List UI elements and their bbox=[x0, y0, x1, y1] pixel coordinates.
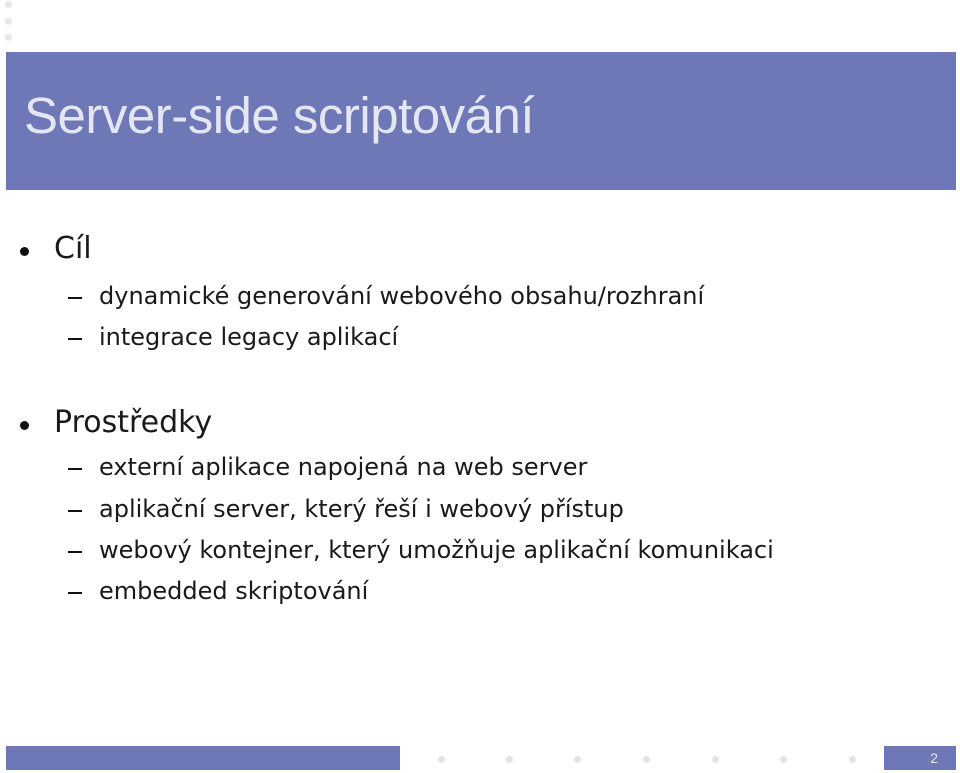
footer-dot bbox=[438, 756, 445, 763]
dash-icon bbox=[68, 551, 82, 553]
corner-dot-1 bbox=[5, 1, 12, 8]
dash-icon bbox=[68, 338, 82, 340]
footer-dot bbox=[849, 756, 856, 763]
bullet-label: Cíl bbox=[54, 231, 92, 266]
bullet-label: Prostředky bbox=[54, 405, 213, 440]
footer-band bbox=[6, 746, 400, 770]
dash-icon bbox=[68, 297, 82, 299]
bullet-dot-icon bbox=[20, 247, 29, 256]
subitem-text: webový kontejner, který umožňuje aplikační komunikaci bbox=[99, 536, 774, 564]
slide-title: Server-side scriptování bbox=[24, 87, 535, 144]
corner-dot-2 bbox=[5, 18, 12, 25]
dash-icon bbox=[68, 468, 82, 470]
dash-icon bbox=[68, 510, 82, 512]
bullet-dot-icon bbox=[20, 421, 29, 430]
subitem-text: externí aplikace napojená na web server bbox=[99, 453, 588, 481]
footer-dot bbox=[574, 756, 581, 763]
subitem-text: dynamické generování webového obsahu/rozhraní bbox=[99, 282, 705, 310]
subitem-text: integrace legacy aplikací bbox=[99, 323, 399, 351]
footer-dot bbox=[643, 756, 650, 763]
corner-dot-3 bbox=[5, 34, 12, 41]
footer-dot bbox=[506, 756, 513, 763]
subitem-text: embedded skriptování bbox=[99, 577, 369, 605]
page-number-band bbox=[884, 746, 956, 770]
subitem-text: aplikační server, který řeší i webový přístup bbox=[99, 495, 624, 523]
page-number: 2 bbox=[930, 750, 938, 766]
footer-dot bbox=[780, 756, 787, 763]
dash-icon bbox=[68, 592, 82, 594]
footer-dot bbox=[712, 756, 719, 763]
